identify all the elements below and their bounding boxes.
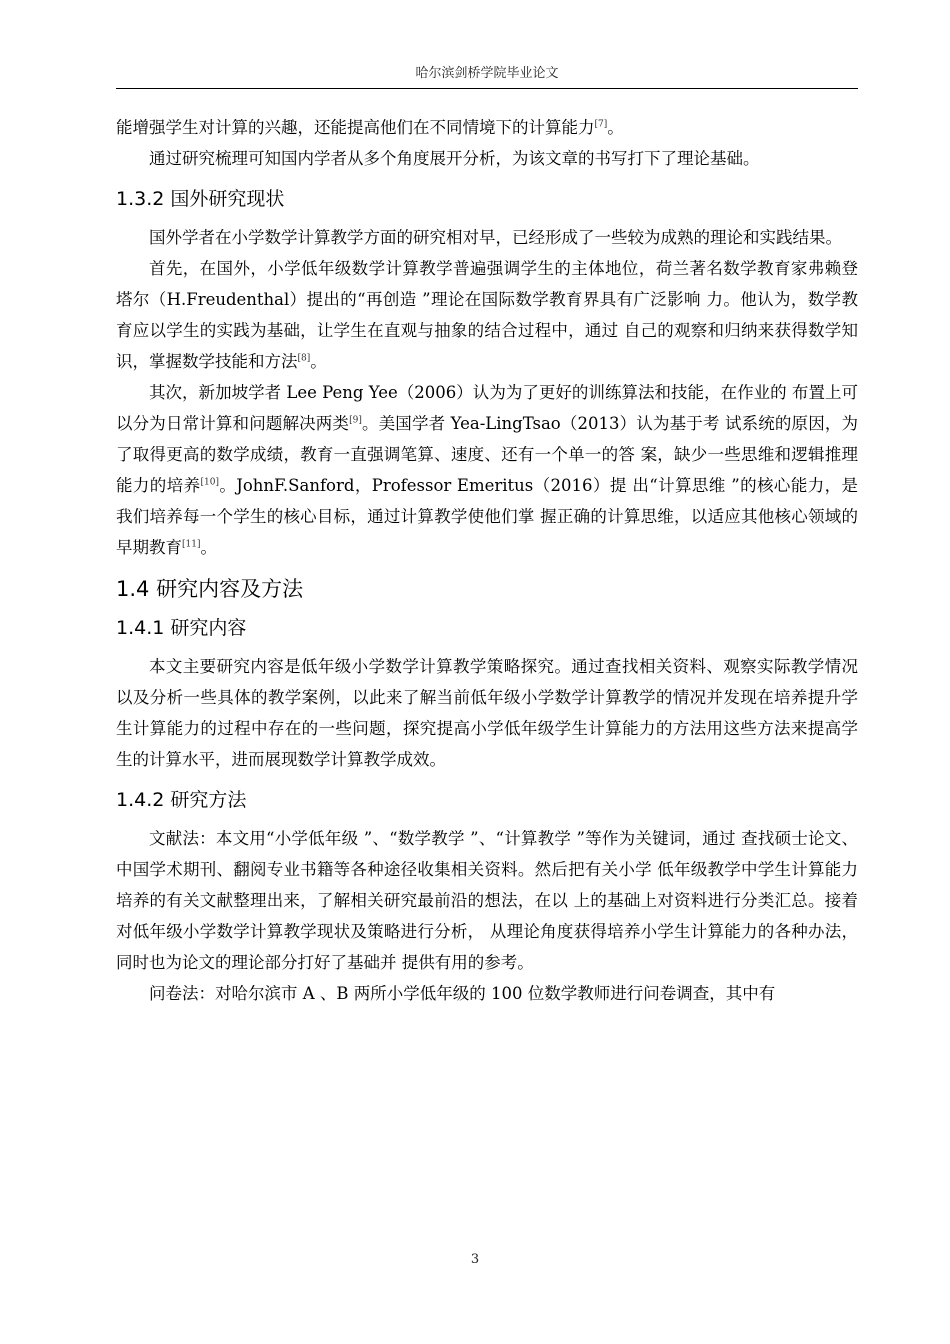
citation-10: [10] [200, 477, 219, 488]
citation-9: [9] [349, 415, 362, 426]
section-heading-1-3-2: 1.3.2 国外研究现状 [116, 188, 285, 210]
header-title: 哈尔滨剑桥学院毕业论文 [415, 66, 559, 81]
citation-7: [7] [594, 119, 608, 130]
paragraph-literature-method: 文献法：本文用“小学低年级 ”、“数学教学 ”、“计算教学 ”等作为关键词，通过 查找硕士论文、中国学术期刊、翻阅专业书籍等各种途径收集相关资料。然后把有关小学 低年级教学中学生计算能力培养的有关文献整理出来，了解相关研究最前沿的想法，在以 上的基础上对资料进行分类汇总。接着对低年级小学数学计算教学现状及策略进行分析， 从理论角度获得培养小学生计算能力的各种办法，同时也为论文的理论部分打好了基础并 提供有用的参考。 [116, 829, 858, 972]
section-heading-1-4-2: 1.4.2 研究方法 [116, 789, 247, 811]
page-number: 3 [470, 1252, 480, 1267]
citation-11: [11] [182, 539, 201, 550]
running-header [116, 64, 858, 89]
paragraph-research-content: 本文主要研究内容是低年级小学数学计算教学策略探究。通过查找相关资料、观察实际教学情况以及分析一些具体的教学案例，以此来了解当前低年级小学数学计算教学的情况并发现在培养提升学生计算能力的过程中存在的一些问题，探究提高小学低年级学生计算能力的方法用这些方法来提高学生的计算水平，进而展现数学计算教学成效。 [116, 657, 858, 769]
paragraph-other-scholars: 其次，新加坡学者 Lee Peng Yee（2006）认为为了更好的训练算法和技能，在作业的 布置上可以分为日常计算和问题解决两类[9]。美国学者 Yea-LingTsao（2013）认为基于考 试系统的原因，为了取得更高的数学成绩，教育一直强调笔算、速度、还有一个单一的答 案，缺少一些思维和逻辑推理能力的培养[10]。JohnF.Sanford，Professor Emeritus（2016）提 出“计算思维 ”的核心能力，是我们培养每一个学生的核心目标，通过计算教学使他们掌 握正确的计算思维，以适应其他核心领域的早期教育[11]。 [116, 383, 859, 557]
paragraph-continued: 能增强学生对计算的兴趣，还能提高他们在不同情境下的计算能力[7]。 [116, 118, 624, 137]
section-heading-1-4: 1.4 研究内容及方法 [116, 577, 304, 601]
paragraph-freudenthal: 首先，在国外，小学低年级数学计算教学普遍强调学生的主体地位，荷兰著名数学教育家弗赖登塔尔（H.Freudenthal）提出的“再创造 ”理论在国际数学教育界具有广泛影响 力。他认为，数学教育应以学生的实践为基础，让学生在直观与抽象的结合过程中，通过 自己的观察和归纳来获得数学知识，掌握数学技能和方法[8]。 [116, 259, 859, 371]
paragraph-foreign-intro: 国外学者在小学数学计算教学方面的研究相对早，已经形成了一些较为成熟的理论和实践结果。 [149, 228, 842, 247]
citation-8: [8] [297, 353, 311, 364]
body-text [116, 112, 858, 1009]
section-heading-1-4-1: 1.4.1 研究内容 [116, 617, 247, 639]
paragraph-questionnaire-method: 问卷法：对哈尔滨市 A 、B 两所小学低年级的 100 位数学教师进行问卷调查，其中有 [149, 984, 776, 1003]
paragraph-summary: 通过研究梳理可知国内学者从多个角度展开分析，为该文章的书写打下了理论基础。 [149, 149, 760, 168]
